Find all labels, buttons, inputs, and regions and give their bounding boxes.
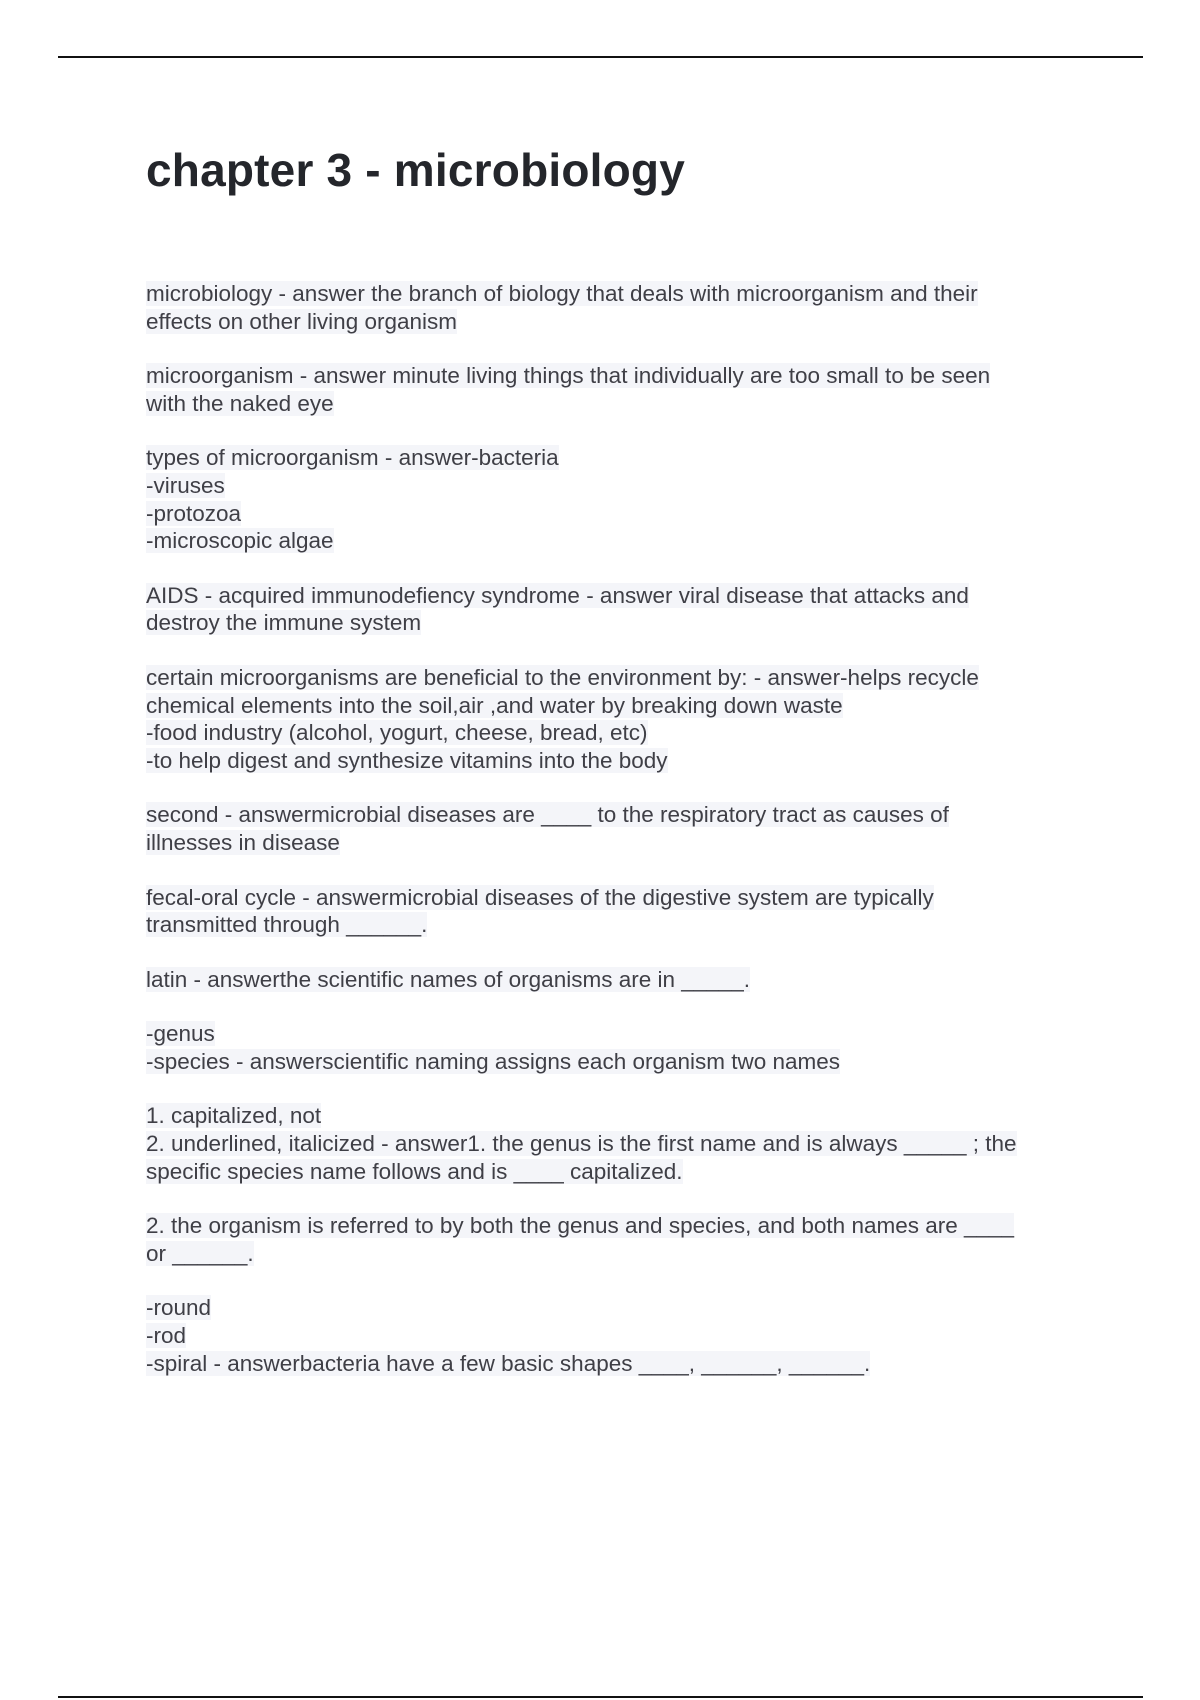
entry-line: microbiology - answer the branch of biology that deals with microorganism and their bbox=[146, 281, 978, 306]
flashcard-entry bbox=[146, 582, 1086, 637]
entry-line: fecal-oral cycle - answermicrobial diseases of the digestive system are typically bbox=[146, 884, 934, 910]
entry-line: illnesses in disease bbox=[146, 829, 340, 855]
entry-line: certain microorganisms are beneficial to the environment by: - answer-helps recycle bbox=[146, 664, 979, 690]
entry-line: -food industry (alcohol, yogurt, cheese, bread, etc) bbox=[146, 720, 648, 746]
entry-line: -genus bbox=[146, 1021, 215, 1047]
entry-line: second - answermicrobial diseases are ____ to the respiratory tract as causes of bbox=[146, 802, 949, 828]
entry-line: effects on other living organism bbox=[146, 308, 458, 334]
entry-line: 2. underlined, italicized - answer1. the genus is the first name and is always _____ ; the bbox=[146, 1131, 1017, 1157]
flashcard-entry bbox=[146, 1212, 1086, 1267]
top-rule bbox=[58, 56, 1143, 58]
entry-line: specific species name follows and is ____ capitalized. bbox=[146, 1158, 683, 1184]
flashcard-entry bbox=[146, 1102, 1086, 1185]
flashcard-entry bbox=[146, 801, 1086, 856]
flashcard-entry bbox=[146, 280, 1086, 335]
flashcard-entry bbox=[146, 362, 1086, 417]
entry-line: 2. the organism is referred to by both the genus and species, and both names are ____ bbox=[146, 1213, 1015, 1239]
entry-line: chemical elements into the soil,air ,and water by breaking down waste bbox=[146, 692, 843, 718]
flashcard-entry bbox=[146, 1294, 1086, 1377]
flashcard-entry bbox=[146, 664, 1086, 774]
entry-line: latin - answerthe scientific names of organisms are in _____. bbox=[146, 966, 751, 992]
flashcard-entry bbox=[146, 444, 1086, 554]
flashcard-entry bbox=[146, 884, 1086, 939]
bottom-rule bbox=[58, 1696, 1143, 1698]
flashcard-list bbox=[146, 280, 1086, 1377]
entry-line: destroy the immune system bbox=[146, 610, 422, 636]
entry-line: 1. capitalized, not bbox=[146, 1103, 322, 1129]
entry-line: -species - answerscientific naming assigns each organism two names bbox=[146, 1048, 841, 1074]
entry-line: -spiral - answerbacteria have a few basic shapes ____, ______, ______. bbox=[146, 1350, 871, 1376]
entry-line: -viruses bbox=[146, 472, 225, 498]
document-body bbox=[146, 140, 1086, 1404]
entry-line: -to help digest and synthesize vitamins into the body bbox=[146, 747, 668, 773]
entry-line: with the naked eye bbox=[146, 390, 334, 416]
entry-line: AIDS - acquired immunodefiency syndrome - answer viral disease that attacks and bbox=[146, 582, 969, 608]
entry-line: -protozoa bbox=[146, 500, 242, 526]
entry-line: or ______. bbox=[146, 1240, 254, 1266]
document-title: chapter 3 - microbiology bbox=[146, 144, 686, 196]
entry-line: -round bbox=[146, 1295, 212, 1321]
flashcard-entry bbox=[146, 966, 1086, 994]
entry-line: types of microorganism - answer-bacteria bbox=[146, 445, 559, 471]
entry-line: -microscopic algae bbox=[146, 528, 334, 554]
entry-line: transmitted through ______. bbox=[146, 912, 428, 938]
entry-line: -rod bbox=[146, 1323, 187, 1349]
entry-line: microorganism - answer minute living things that individually are too small to be seen bbox=[146, 363, 991, 389]
flashcard-entry bbox=[146, 1020, 1086, 1075]
